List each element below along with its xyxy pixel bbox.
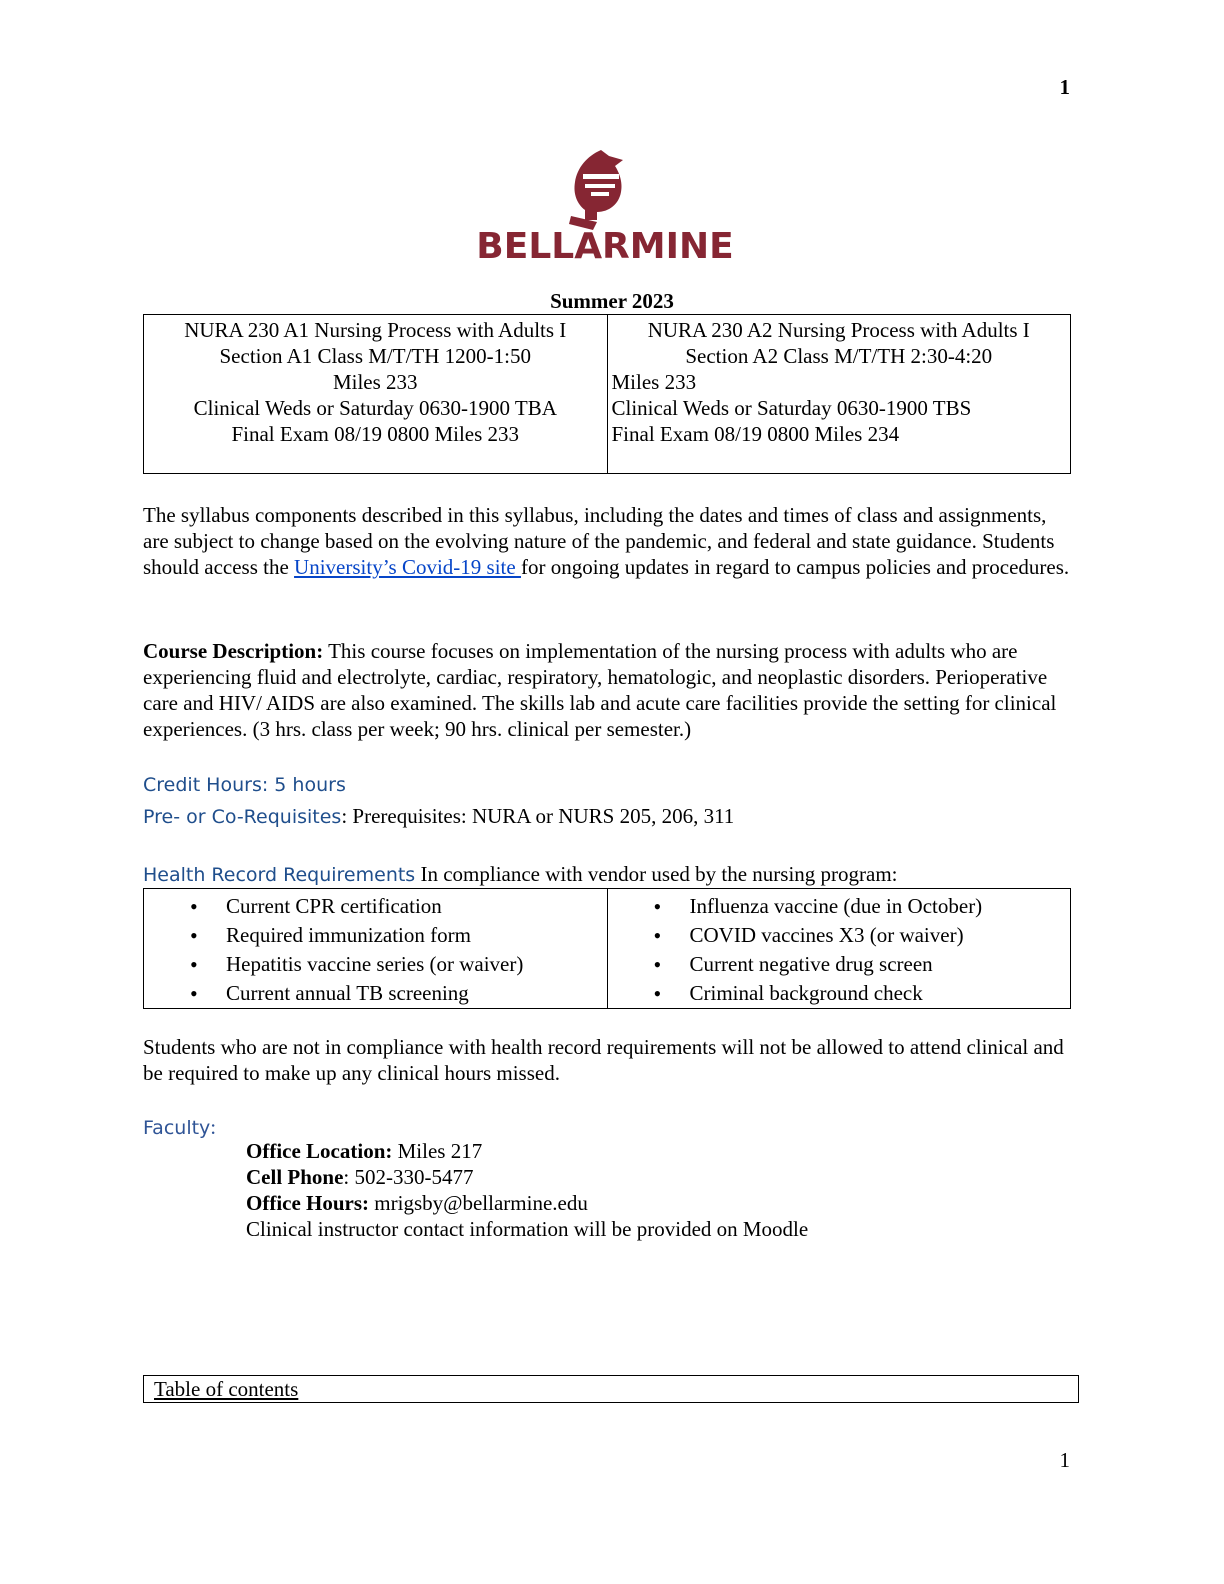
- faculty-info: [246, 1138, 1046, 1242]
- section-title: NURA 230 A1 Nursing Process with Adults I: [184, 318, 567, 342]
- course-description-text: This course focuses on implementation of the nursing process with adults who are experiencing fluid and electrolyte, cardiac, respiratory, hematologic, and neoplastic disorders. Perioperative care and HIV/ AIDS are also examined. The skills lab and acute care facilities provide the setting for clinical experiences. (3 hrs. class per week; 90 hrs. clinical per semester.): [143, 639, 1057, 741]
- term-heading: Summer 2023: [550, 289, 674, 313]
- list-item: • Hepatitis vaccine series (or waiver): [144, 950, 607, 979]
- page-number-bottom: 1: [1059, 1448, 1070, 1472]
- section-final-exam: Final Exam 08/19 0800 Miles 233: [231, 422, 520, 446]
- bellarmine-logo: [476, 146, 734, 267]
- credit-hours-label: Credit Hours:: [143, 774, 269, 796]
- list-item: • Current annual TB screening: [144, 979, 607, 1008]
- list-item: • Influenza vaccine (due in October): [608, 892, 1071, 921]
- list-item: • Current negative drug screen: [608, 950, 1071, 979]
- faculty-heading: Faculty:: [143, 1115, 217, 1139]
- health-record-intro: In compliance with vendor used by the nursing program:: [415, 862, 898, 886]
- health-record-right-column: [607, 889, 1071, 1009]
- section-clinical: Clinical Weds or Saturday 0630-1900 TBA: [193, 396, 557, 420]
- covid-site-link[interactable]: University’s Covid-19 site: [294, 555, 521, 579]
- logo-text: BELLARMINE: [476, 226, 734, 267]
- list-item: • Criminal background check: [608, 979, 1071, 1008]
- prerequisites-label: Pre- or Co-Requisites: [143, 806, 342, 828]
- section-final-exam: Final Exam 08/19 0800 Miles 234: [611, 422, 900, 446]
- list-item: • Current CPR certification: [144, 892, 607, 921]
- clinical-instructor-note: Clinical instructor contact information will be provided on Moodle: [246, 1217, 809, 1241]
- office-hours: Office Hours: mrigsby@bellarmine.edu: [246, 1191, 588, 1215]
- credit-hours-value: 5 hours: [268, 774, 346, 796]
- page-number-top: 1: [1059, 75, 1070, 99]
- section-a2-cell: [607, 315, 1071, 474]
- prerequisites: [143, 803, 1073, 830]
- section-class-time: Section A2 Class M/T/TH 2:30-4:20: [685, 344, 993, 368]
- health-record-table: [143, 888, 1071, 1009]
- section-class-time: Section A1 Class M/T/TH 1200-1:50: [219, 344, 531, 368]
- section-room: Miles 233: [611, 370, 697, 394]
- covid-notice: The syllabus components described in this syllabus, including the dates and times of class and assignments, are subject to change based on the evolving nature of the pandemic, and federal and state guidance. Students should access the University’s Covid-19 site for ongoing updates in regard to campus policies and procedures.: [143, 503, 1070, 579]
- list-item: • COVID vaccines X3 (or waiver): [608, 921, 1071, 950]
- list-item: • Required immunization form: [144, 921, 607, 950]
- knight-helmet-icon: [476, 146, 734, 267]
- health-record-label: Health Record Requirements: [143, 864, 416, 886]
- course-description-label: Course Description:: [143, 639, 324, 663]
- section-clinical: Clinical Weds or Saturday 0630-1900 TBS: [611, 396, 972, 420]
- cell-phone: Cell Phone: 502-330-5477: [246, 1165, 474, 1189]
- table-of-contents-box[interactable]: [143, 1375, 1079, 1403]
- section-room: Miles 233: [332, 370, 418, 394]
- compliance-note: Students who are not in compliance with health record requirements will not be allowed to attend clinical and be required to make up any clinical hours missed.: [143, 1035, 1064, 1085]
- table-of-contents-label[interactable]: Table of contents: [154, 1377, 299, 1401]
- health-record-heading: [143, 861, 1073, 888]
- faculty-label: Faculty: [143, 1117, 211, 1139]
- credit-hours: [143, 771, 1073, 798]
- office-location: Office Location: Miles 217: [246, 1139, 483, 1163]
- section-table: [143, 314, 1071, 474]
- section-title: NURA 230 A2 Nursing Process with Adults I: [647, 318, 1030, 342]
- prerequisites-value: : Prerequisites: NURA or NURS 205, 206, 311: [341, 804, 735, 828]
- health-record-left-column: [144, 889, 608, 1009]
- course-description: [143, 638, 1073, 742]
- section-a1-cell: [144, 315, 608, 474]
